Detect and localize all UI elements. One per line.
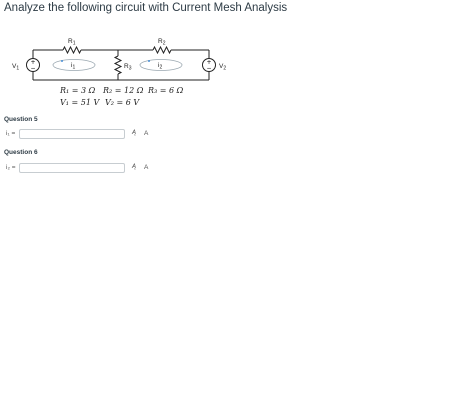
value-v1: V₁ = 51 V — [60, 98, 100, 107]
mesh-arrow-i2-icon — [148, 60, 150, 62]
question-5-heading: Question 5 — [4, 116, 38, 123]
problem-title: Analyze the following circuit with Current Mesh Analysis — [4, 2, 288, 14]
label-r1: $R_1$ — [68, 38, 76, 47]
svg-text:−: − — [206, 65, 212, 72]
question-6-heading: Question 6 — [4, 149, 38, 156]
text-format-icon[interactable]: A — [144, 164, 149, 171]
svg-text:−: − — [30, 65, 36, 72]
math-symbol-icon[interactable]: Ą — [132, 164, 137, 170]
math-symbol-icon[interactable]: Ą — [132, 130, 137, 136]
circuit-diagram — [0, 0, 474, 120]
voltage-source-v1 — [27, 59, 40, 73]
resistor-r1 — [63, 47, 81, 53]
label-i2: $i_2$ — [158, 62, 163, 71]
circuit-wires — [33, 50, 212, 80]
question-6-answer-row — [6, 163, 206, 175]
question-5-answer-row — [6, 129, 206, 141]
svg-text:+: + — [30, 59, 36, 66]
label-r3: $R_3$ — [124, 63, 132, 72]
variable-i1-label: i₁ = — [6, 130, 16, 137]
i1-answer-input[interactable] — [19, 129, 125, 139]
value-v2: V₂ = 6 V — [105, 98, 140, 107]
value-r2: R₂ = 12 Ω — [103, 86, 144, 95]
resistor-r3 — [115, 56, 121, 74]
svg-text:+: + — [206, 59, 212, 66]
variable-i2-label: i₂ = — [6, 164, 16, 171]
value-r3: R₃ = 6 Ω — [148, 86, 184, 95]
label-i1: $i_1$ — [71, 62, 76, 71]
i2-answer-input[interactable] — [19, 163, 125, 173]
text-format-icon[interactable]: A — [144, 130, 149, 137]
mesh-arrow-i1-icon — [61, 60, 63, 62]
label-r2: $R_2$ — [158, 38, 166, 47]
label-v1: $V_1$ — [12, 63, 20, 72]
label-v2: $V_2$ — [219, 63, 227, 72]
resistor-r2 — [153, 47, 171, 53]
voltage-source-v2 — [203, 59, 216, 73]
value-r1: R₁ = 3 Ω — [60, 86, 96, 95]
